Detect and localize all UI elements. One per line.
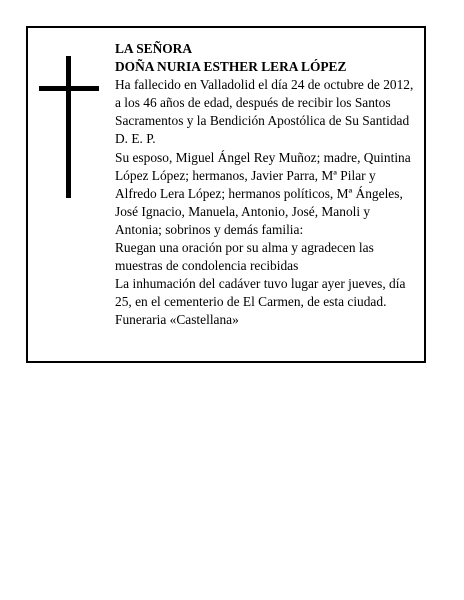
deceased-name: DOÑA NURIA ESTHER LERA LÓPEZ (115, 59, 347, 75)
notice-text (115, 40, 423, 330)
notice-line: La inhumación del cadáver tuvo lugar ayer jueves, día (115, 276, 406, 292)
notice-line: Funeraria «Castellana» (115, 312, 239, 328)
cross-icon (39, 56, 99, 198)
obituary-notice (26, 26, 426, 363)
notice-line: López López; hermanos, Javier Parra, Mª Pilar y (115, 167, 376, 183)
notice-line: muestras de condolencia recibidas (115, 258, 299, 274)
cross-horizontal-bar (39, 86, 99, 91)
cross-vertical-bar (66, 56, 71, 198)
notice-line: Ruegan una oración por su alma y agradecen las (115, 240, 374, 256)
notice-line: Antonia; sobrinos y demás familia: (115, 221, 304, 237)
notice-line: José Ignacio, Manuela, Antonio, José, Manoli y (115, 203, 371, 219)
notice-line: Su esposo, Miguel Ángel Rey Muñoz; madre, Quintina (115, 149, 411, 165)
notice-line: Sacramentos y la Bendición Apostólica de Su Santidad (115, 113, 410, 129)
notice-line: Alfredo Lera López; hermanos políticos, Mª Ángeles, (115, 185, 403, 201)
notice-line: 25, en el cementerio de El Carmen, de esta ciudad. (115, 294, 387, 310)
notice-line: D. E. P. (115, 131, 156, 147)
notice-line: a los 46 años de edad, después de recibir los Santos (115, 95, 391, 111)
notice-line: Ha fallecido en Valladolid el día 24 de octubre de 2012, (115, 77, 414, 93)
honorific: LA SEÑORA (115, 41, 193, 56)
